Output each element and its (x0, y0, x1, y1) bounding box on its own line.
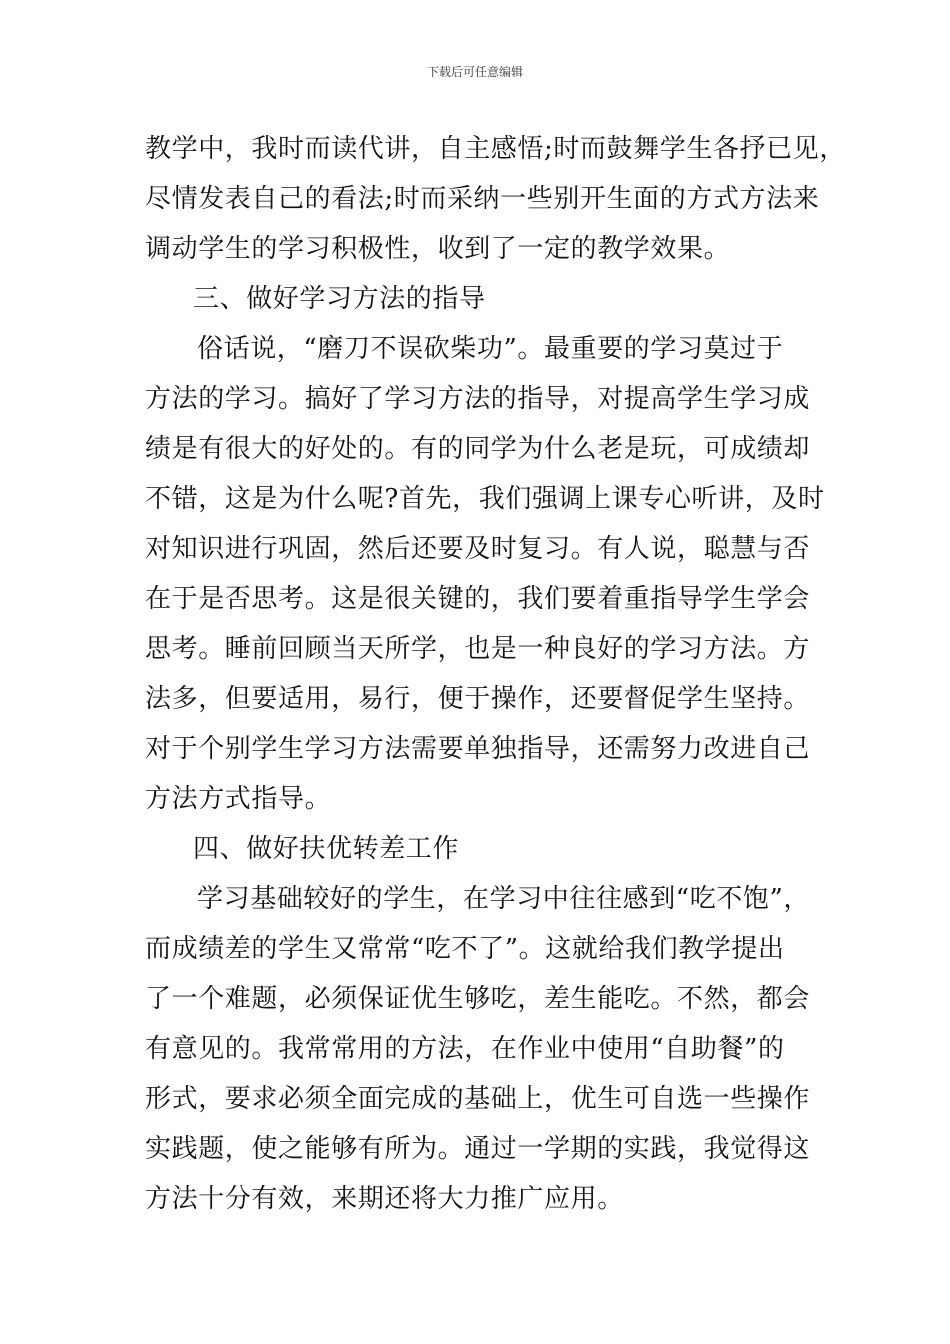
text-line: 调动学生的学习积极性，收到了一定的教学效果。 (145, 234, 731, 264)
paragraph-first-line: 俗话说，“磨刀不误砍柴功”。最重要的学习莫过于 (197, 334, 784, 364)
text-line: 尽情发表自己的看法;时而采纳一些别开生面的方式方法来 (145, 184, 820, 214)
text-line: 对于个别学生学习方法需要单独指导，还需努力改进自己 (145, 734, 811, 764)
text-line: 而成绩差的学生又常常“吃不了”。这就给我们教学提出 (145, 934, 785, 964)
text-line: 法多，但要适用，易行，便于操作，还要督促学生坚持。 (145, 684, 811, 714)
text-line: 方法十分有效，来期还将大力推广应用。 (145, 1184, 624, 1214)
text-line: 实践题，使之能够有所为。通过一学期的实践，我觉得这 (145, 1134, 811, 1164)
section-heading: 四、做好扶优转差工作 (193, 834, 460, 864)
document-body (145, 124, 846, 1224)
page-header: 下载后可任意编辑 (426, 65, 523, 79)
paragraph-first-line: 学习基础较好的学生，在学习中往往感到“吃不饱”， (197, 884, 810, 914)
text-line: 有意见的。我常常用的方法，在作业中使用“自助餐”的 (145, 1034, 785, 1064)
text-line: 绩是有很大的好处的。有的同学为什么老是玩，可成绩却 (145, 434, 811, 464)
text-line: 不错，这是为什么呢?首先，我们强调上课专心听讲，及时 (145, 484, 825, 514)
text-line: 对知识进行巩固，然后还要及时复习。有人说，聪慧与否 (145, 534, 811, 564)
section-heading: 三、做好学习方法的指导 (193, 284, 486, 314)
text-line: 了一个难题，必须保证优生够吃，差生能吃。不然，都会 (145, 984, 811, 1014)
text-line: 在于是否思考。这是很关键的，我们要着重指导学生学会 (145, 584, 811, 614)
text-line: 教学中，我时而读代讲，自主感悟;时而鼓舞学生各抒已见， (145, 134, 846, 164)
text-line: 方法的学习。搞好了学习方法的指导，对提高学生学习成 (145, 384, 811, 414)
text-line: 方法方式指导。 (145, 784, 332, 814)
text-line: 思考。睡前回顾当天所学，也是一种良好的学习方法。方 (145, 634, 811, 664)
text-line: 形式，要求必须全面完成的基础上，优生可自选一些操作 (145, 1084, 811, 1114)
